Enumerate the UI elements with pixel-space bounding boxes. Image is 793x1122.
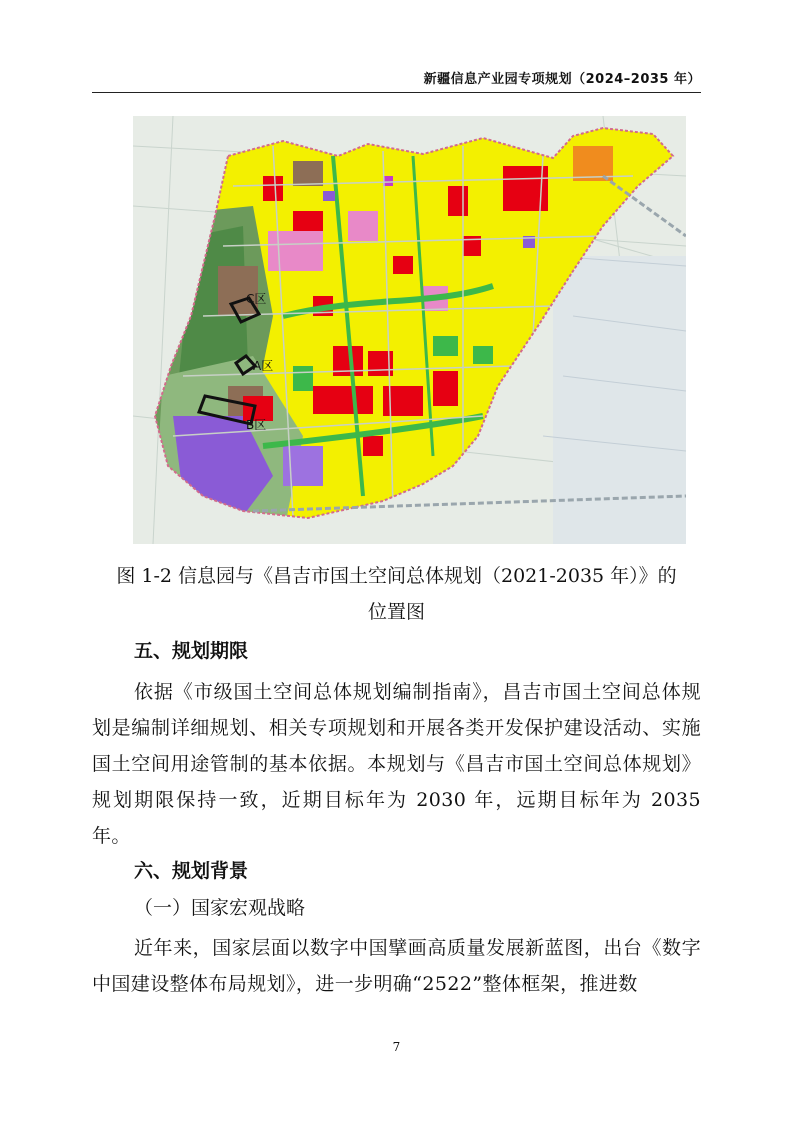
land-use-map <box>133 116 686 544</box>
zone-a-label: A区 <box>253 359 274 373</box>
figure-caption <box>92 558 701 630</box>
document-title: 新疆信息产业园专项规划（2024–2035 年） <box>423 72 701 87</box>
figure-caption-line2: 位置图 <box>367 601 425 623</box>
section-heading-planning-period: 五、规划期限 <box>134 640 249 662</box>
paragraph-national-strategy: 近年来，国家层面以数字中国擘画高质量发展新蓝图，出台《数字中国建设整体布局规划》，进一步明确“2522”整体框架，推进数 <box>92 937 701 995</box>
land-use-map-figure <box>133 116 686 544</box>
page-number: 7 <box>392 1040 401 1054</box>
paragraph-planning-period: 依据《市级国土空间总体规划编制指南》，昌吉市国土空间总体规划是编制详细规划、相关专项规划和开展各类开发保护建设活动、实施国土空间用途管制的基本依据。本规划与《昌吉市国土空间总体规划》规划期限保持一致，近期目标年为 2030 年，远期目标年为 2035 年。 <box>92 681 701 847</box>
zone-b-label: B区 <box>246 418 267 432</box>
subheading-national-strategy: （一）国家宏观战略 <box>134 897 306 919</box>
zone-c-label: C区 <box>246 292 267 306</box>
page-header <box>92 64 701 93</box>
figure-caption-line1: 图 1-2 信息园与《昌吉市国土空间总体规划（2021-2035 年）》的 <box>116 565 677 587</box>
section-heading-planning-background: 六、规划背景 <box>134 860 249 882</box>
